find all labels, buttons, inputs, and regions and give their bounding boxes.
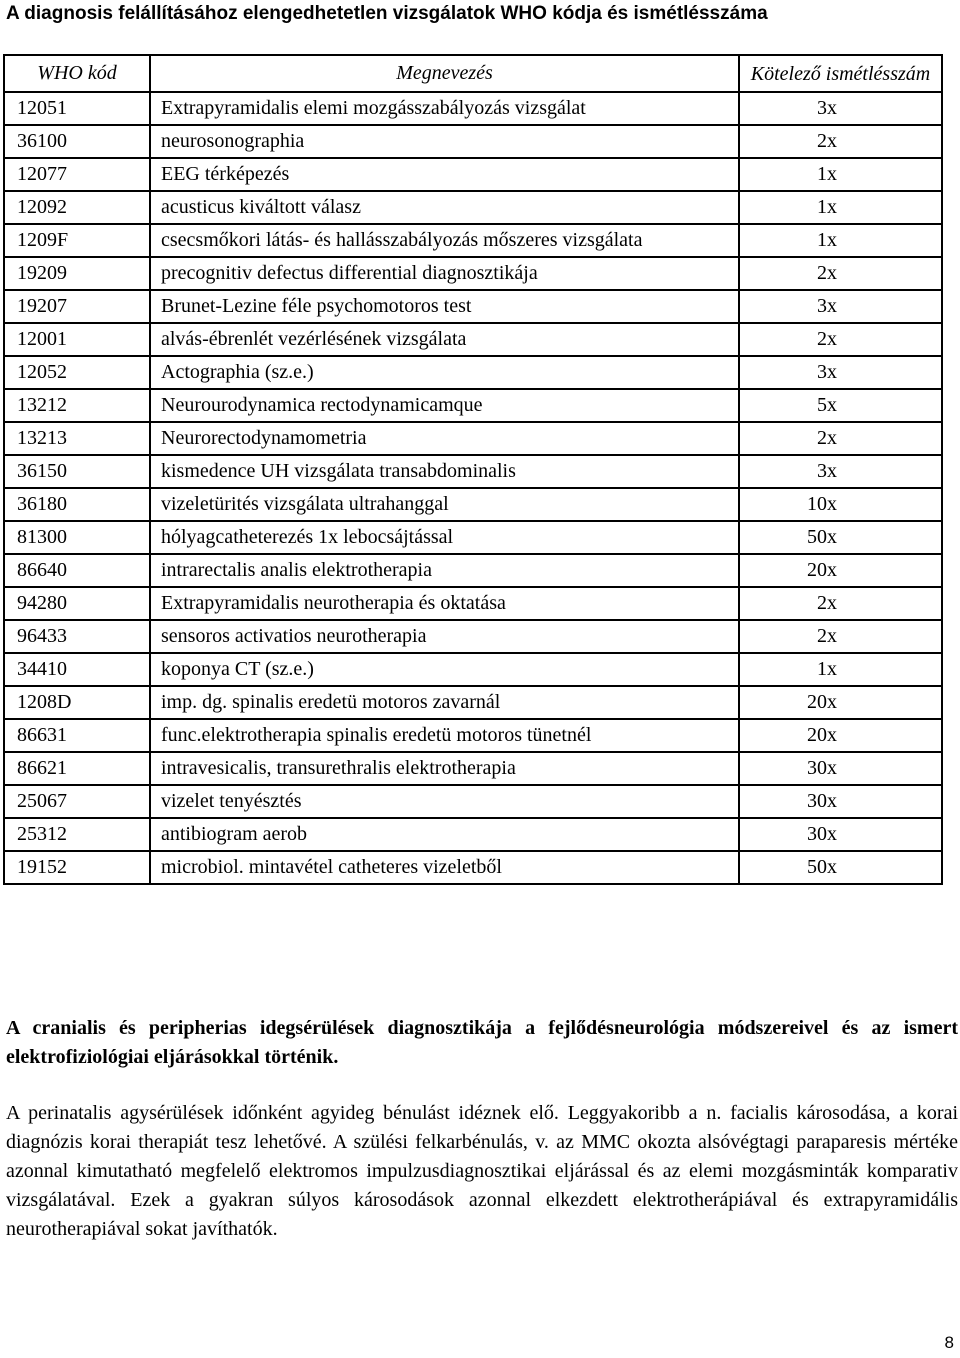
page-number: 8	[944, 1333, 954, 1352]
table-row	[4, 554, 942, 587]
table-row	[4, 818, 942, 851]
who-code-cell: 96433	[4, 620, 150, 653]
exam-name-cell: csecsmőkori látás- és hallásszabályozás mőszeres vizsgálata	[150, 224, 739, 257]
repeat-count-cell: 30x	[739, 785, 942, 818]
repeat-count-cell: 1x	[739, 191, 942, 224]
table-row	[4, 587, 942, 620]
paragraph-perinatal: A perinatalis agysérülések időnként agyideg bénulást idéznek elő. Leggyakoribb a n. facialis károsodása, a korai diagnózis korai therapiát tesz lehetővé. A szülési felkarbénulás, v. az MMC okozta alsóvégtagi paraparesis mértéke azonnal kimutatható megfelelő elektromos impulzusdiagnosztikai eljárással és az elemi mozgásminták komparativ vizsgálatával. Ezek a gyakran súlyos károsodások azonnal elkezdett elektrotherápiával és extrapyramidális neurotherapiával sokat javíthatók.	[6, 1102, 958, 1240]
who-code-cell: 34410	[4, 653, 150, 686]
who-code-cell: 36150	[4, 455, 150, 488]
repeat-count-cell: 3x	[739, 92, 942, 125]
who-code-cell: 19209	[4, 257, 150, 290]
table-row	[4, 422, 942, 455]
table-row	[4, 455, 942, 488]
table-row	[4, 158, 942, 191]
exam-name-cell: func.elektrotherapia spinalis eredetü motoros tünetnél	[150, 719, 739, 752]
who-code-cell: 86640	[4, 554, 150, 587]
repeat-count-cell: 30x	[739, 752, 942, 785]
exam-name-cell: Extrapyramidalis neurotherapia és oktatása	[150, 587, 739, 620]
table-row	[4, 719, 942, 752]
who-code-cell: 25067	[4, 785, 150, 818]
exam-name-cell: koponya CT (sz.e.)	[150, 653, 739, 686]
repeat-count-cell: 1x	[739, 653, 942, 686]
exam-name-cell: vizeletürités vizsgálata ultrahanggal	[150, 488, 739, 521]
exam-name-cell: intrarectalis analis elektrotherapia	[150, 554, 739, 587]
exam-name-cell: acusticus kiváltott válasz	[150, 191, 739, 224]
exam-name-cell: alvás-ébrenlét vezérlésének vizsgálata	[150, 323, 739, 356]
who-code-cell: 12051	[4, 92, 150, 125]
table-row	[4, 686, 942, 719]
exam-name-cell: neurosonographia	[150, 125, 739, 158]
repeat-count-cell: 3x	[739, 455, 942, 488]
paragraph-summary: A cranialis és peripherias idegsérülések diagnosztikája a fejlődésneurológia módszereivel és az ismert elektrofiziológiai eljárásokkal történik.	[6, 1017, 958, 1068]
table-row	[4, 125, 942, 158]
repeat-count-cell: 2x	[739, 323, 942, 356]
who-code-cell: 1208D	[4, 686, 150, 719]
exam-name-cell: precognitiv defectus differential diagnosztikája	[150, 257, 739, 290]
repeat-count-cell: 1x	[739, 158, 942, 191]
table-row	[4, 389, 942, 422]
table-row	[4, 851, 942, 884]
repeat-count-cell: 10x	[739, 488, 942, 521]
repeat-count-cell: 5x	[739, 389, 942, 422]
table-row	[4, 191, 942, 224]
who-code-cell: 12077	[4, 158, 150, 191]
who-code-cell: 13212	[4, 389, 150, 422]
who-code-cell: 86621	[4, 752, 150, 785]
exam-name-cell: imp. dg. spinalis eredetü motoros zavarnál	[150, 686, 739, 719]
exam-name-cell: intravesicalis, transurethralis elektrotherapia	[150, 752, 739, 785]
exam-table-body	[4, 92, 942, 884]
who-code-cell: 25312	[4, 818, 150, 851]
repeat-count-cell: 20x	[739, 554, 942, 587]
exam-name-cell: Neurorectodynamometria	[150, 422, 739, 455]
repeat-count-cell: 3x	[739, 356, 942, 389]
exam-name-cell: hólyagcatheterezés 1x lebocsájtással	[150, 521, 739, 554]
repeat-count-cell: 2x	[739, 587, 942, 620]
repeat-count-cell: 50x	[739, 851, 942, 884]
page-heading: A diagnosis felállításához elengedhetetlen vizsgálatok WHO kódja és ismétlésszáma	[6, 3, 768, 24]
table-row	[4, 323, 942, 356]
who-code-cell: 12052	[4, 356, 150, 389]
exam-name-cell: Brunet-Lezine féle psychomotoros test	[150, 290, 739, 323]
exam-name-cell: Actographia (sz.e.)	[150, 356, 739, 389]
who-code-cell: 19152	[4, 851, 150, 884]
table-row	[4, 356, 942, 389]
table-header-row	[4, 55, 942, 92]
table-row	[4, 653, 942, 686]
header-who-code: WHO kód	[4, 55, 150, 92]
table-row	[4, 521, 942, 554]
repeat-count-cell: 2x	[739, 620, 942, 653]
header-name: Megnevezés	[150, 55, 739, 92]
who-code-cell: 36100	[4, 125, 150, 158]
exam-table	[3, 54, 943, 885]
repeat-count-cell: 30x	[739, 818, 942, 851]
exam-name-cell: EEG térképezés	[150, 158, 739, 191]
repeat-count-cell: 2x	[739, 125, 942, 158]
who-code-cell: 86631	[4, 719, 150, 752]
table-row	[4, 224, 942, 257]
repeat-count-cell: 2x	[739, 422, 942, 455]
exam-name-cell: sensoros activatios neurotherapia	[150, 620, 739, 653]
who-code-cell: 1209F	[4, 224, 150, 257]
repeat-count-cell: 2x	[739, 257, 942, 290]
repeat-count-cell: 3x	[739, 290, 942, 323]
table-row	[4, 92, 942, 125]
table-row	[4, 620, 942, 653]
exam-name-cell: vizelet tenyésztés	[150, 785, 739, 818]
table-row	[4, 257, 942, 290]
who-code-cell: 13213	[4, 422, 150, 455]
repeat-count-cell: 50x	[739, 521, 942, 554]
repeat-count-cell: 20x	[739, 686, 942, 719]
exam-name-cell: antibiogram aerob	[150, 818, 739, 851]
who-code-cell: 12092	[4, 191, 150, 224]
repeat-count-cell: 1x	[739, 224, 942, 257]
who-code-cell: 81300	[4, 521, 150, 554]
table-row	[4, 785, 942, 818]
who-code-cell: 19207	[4, 290, 150, 323]
who-code-cell: 94280	[4, 587, 150, 620]
repeat-count-cell: 20x	[739, 719, 942, 752]
exam-name-cell: kismedence UH vizsgálata transabdominalis	[150, 455, 739, 488]
who-code-cell: 12001	[4, 323, 150, 356]
who-code-cell: 36180	[4, 488, 150, 521]
table-row	[4, 752, 942, 785]
header-repeat-count: Kötelező ismétlésszám	[739, 55, 942, 92]
table-row	[4, 488, 942, 521]
table-row	[4, 290, 942, 323]
exam-name-cell: Extrapyramidalis elemi mozgásszabályozás vizsgálat	[150, 92, 739, 125]
exam-name-cell: Neurourodynamica rectodynamicamque	[150, 389, 739, 422]
exam-name-cell: microbiol. mintavétel catheteres vizeletből	[150, 851, 739, 884]
